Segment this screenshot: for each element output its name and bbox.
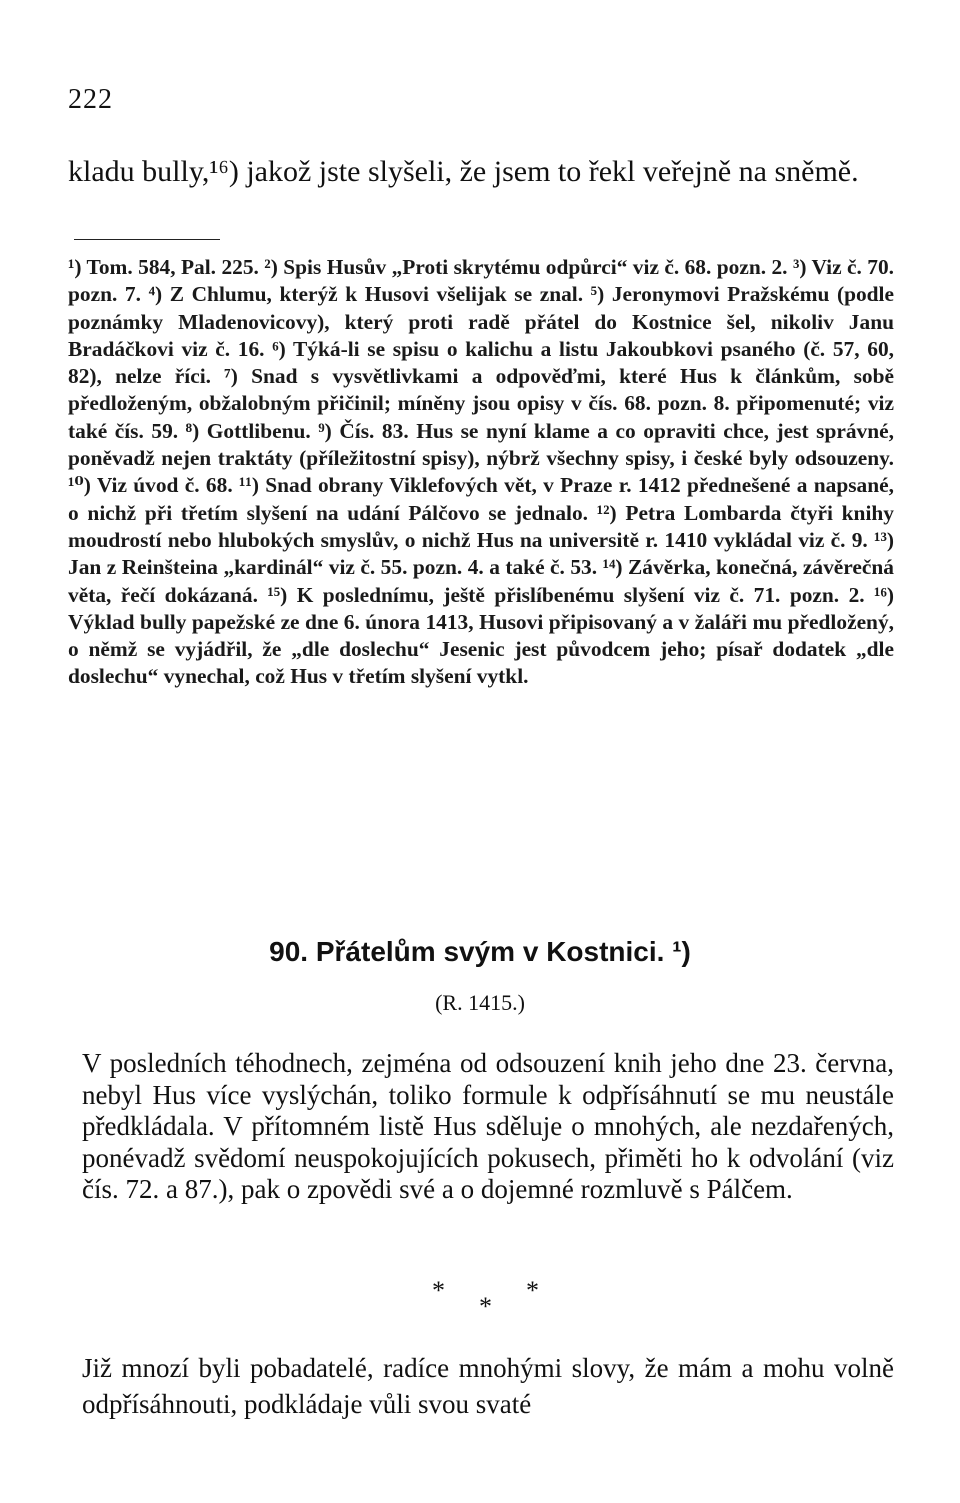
intro-paragraph: V posledních téhodnech, zejména od odsouzení knih jeho dne 23. června, nebyl Hus více vyslýchán, toliko formule k odpřísáhnutí se mu neustále předkládala. V přítomném listě Hus sděluje o mnohých, ale nezdařených, ponévadž svědomí neuspokojujících pokusech, přiměti ho k odvolání (viz čís. 72. a 87.), pak o zpovědi své a o dojemné rozmluvě s Pálčem.	[82, 1048, 894, 1204]
footnotes: ¹) Tom. 584, Pal. 225. ²) Spis Husův „Proti skrytému odpůrci“ viz č. 68. pozn. 2. ³) Viz č. 70. pozn. 7. ⁴) Z Chlumu, kterýž k Husovi všelijak se znal. ⁵) Jeronymovi Pražskému (podle poznámky Mladenovicovy), který proti radě přátel do Kostnice šel, nikoliv Janu Bradáčkovi viz č. 16. ⁶) Týká-li se spisu o kalichu a listu Jakoubkovi psaného (č. 57, 60, 82), nelze říci. ⁷) Snad s vysvětlivkami a odpověďmi, které Hus k článkům, sobě předloženým, obžalobným přičinil; míněny jsou opisy v čís. 68. pozn. 8. připomenuté; viz také čís. 59. ⁸) Gottlibenu. ⁹) Čís. 83. Hus se nyní klame a co opraviti chce, jest správné, poněvadž nejen traktáty (příležitostní spisy), nýbrž všechny spisy, i české byly odsouzeny. ¹⁰) Viz úvod č. 68. ¹¹) Snad obrany Viklefových vět, v Praze r. 1412 přednešené a napsané, o nichž při třetím slyšení na udání Pálčovo se jednalo. ¹²) Petra Lombarda čtyři knihy moudrostí nebo hlubokých smyslův, o nichž Hus na universitě r. 1410 vykládal viz č. 9. ¹³) Jan z Reinšteina „kardinál“ viz č. 55. pozn. 4. a také č. 53. ¹⁴) Závěrka, konečná, závěrečná věta, řečí dokázaná. ¹⁵) K poslednímu, ještě přislíbenému slyšení viz č. 71. pozn. 2. ¹⁶) Výklad bully papežské ze dne 6. února 1413, Husovi připisovaný a v žaláři mu předložený, o němž se vyjádřil, že „dle doslechu“ Jesenic jest původcem jeho; písař dodatek „dle doslechu“ vynechal, což Hus v třetím slyšení vytkl.	[68, 255, 894, 689]
letter-paragraph: Již mnozí byli pobadatelé, radíce mnohými slovy, že mám a mohu volně odpřísáhnouti, podkládaje vůli svou svaté	[82, 1353, 894, 1419]
section-date: (R. 1415.)	[435, 990, 525, 1015]
asterisk-left: *	[432, 1276, 445, 1305]
asterisk-right: *	[526, 1276, 539, 1305]
asterisk-bottom: *	[479, 1292, 492, 1321]
continued-text: kladu bully,¹⁶) jakož jste slyšeli, že jsem to řekl veřejně na sněmě.	[68, 155, 859, 188]
page-number: 222	[68, 84, 113, 115]
footnote-divider	[74, 239, 220, 240]
section-title: 90. Přátelům svým v Kostnici. ¹)	[269, 936, 691, 967]
asterism-separator	[0, 1276, 960, 1321]
